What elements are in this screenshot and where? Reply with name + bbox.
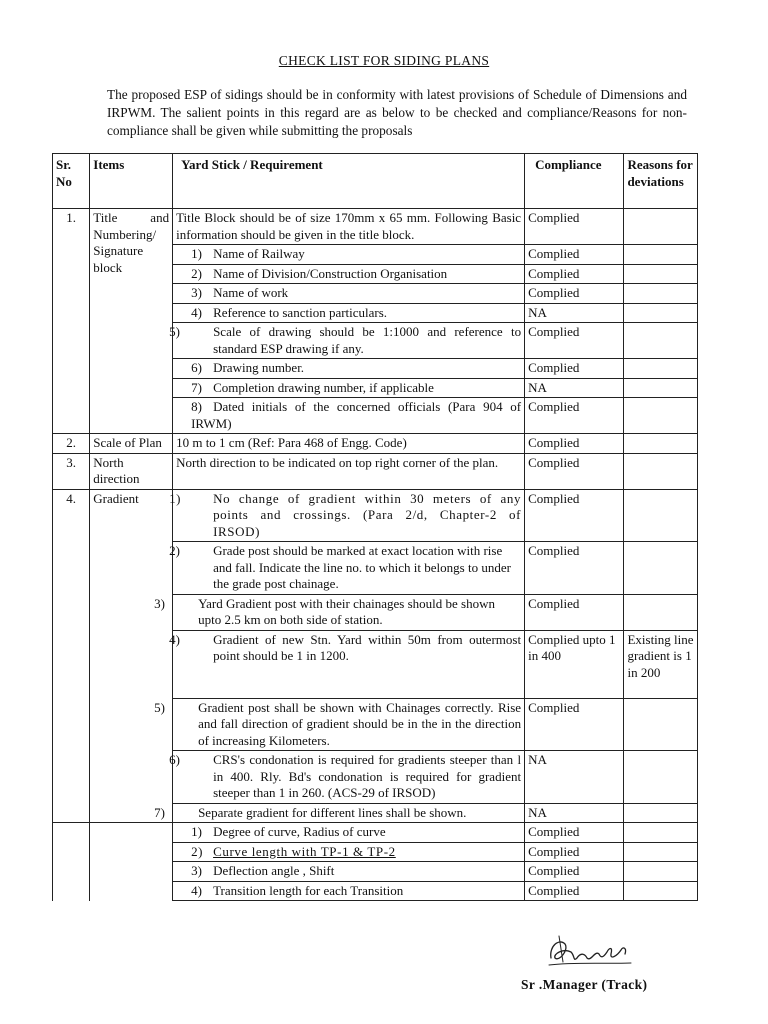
compliance-cell: Complied	[525, 434, 624, 454]
row-number: 2)	[169, 543, 180, 558]
requirement-text: Degree of curve, Radius of curve	[213, 824, 386, 839]
row-number: 7)	[154, 804, 165, 820]
compliance-cell: NA	[525, 303, 624, 323]
compliance-cell: Complied	[525, 881, 624, 901]
signature-image	[545, 932, 635, 970]
sr-cell: 3.	[53, 453, 90, 489]
requirement-text: Reference to sanction particulars.	[213, 304, 388, 320]
reason-cell	[624, 453, 698, 489]
reason-cell	[624, 323, 698, 359]
compliance-cell: Complied	[525, 842, 624, 862]
reason-cell	[624, 284, 698, 304]
row-number: 4)	[169, 631, 180, 647]
requirement-text: Completion drawing number, if applicable	[213, 379, 434, 395]
reason-cell	[624, 245, 698, 265]
row-number: 2)	[191, 843, 204, 859]
requirement-text: Yard Gradient post with their chainages should be shown upto 2.5 km on both side of station.	[198, 595, 495, 627]
requirement-text: Deflection angle , Shift	[213, 863, 335, 878]
header-requirement: Yard Stick / Requirement	[173, 154, 525, 209]
page-title: CHECK LIST FOR SIDING PLANS	[278, 53, 490, 68]
requirement-text: Separate gradient for different lines shall be shown.	[198, 804, 467, 820]
compliance-cell: Complied	[525, 862, 624, 882]
item-cell: Title and Numbering/ Signature block	[90, 209, 173, 434]
row-number: 1)	[191, 246, 202, 261]
row-number: 3)	[191, 285, 202, 300]
item-cell: Gradient	[90, 489, 173, 823]
requirement-cell: 10 m to 1 cm (Ref: Para 468 of Engg. Code)	[173, 434, 525, 454]
reason-cell: Existing line gradient is 1 in 200	[624, 630, 698, 698]
table-row	[53, 453, 698, 489]
reason-cell	[624, 434, 698, 454]
requirement-cell: North direction to be indicated on top right corner of the plan.	[173, 453, 525, 489]
row-number: 1)	[169, 490, 182, 506]
intro-paragraph: The proposed ESP of sidings should be in conformity with latest provisions of Schedule of Dimensions and IRPWM. The salient points in this regard are as below to be checked and compliance/Reasons for non- compliance shall be given while submitting the proposals	[107, 87, 687, 138]
requirement-text: Drawing number.	[213, 360, 305, 375]
table-row	[53, 823, 698, 843]
compliance-cell: Complied	[525, 489, 624, 542]
compliance-cell: Complied	[525, 398, 624, 434]
item-cell	[90, 823, 173, 901]
compliance-cell: Complied	[525, 542, 624, 595]
reason-cell	[624, 881, 698, 901]
sr-cell: 1.	[53, 209, 90, 434]
compliance-cell: Complied	[525, 823, 624, 843]
table-header-row	[53, 154, 698, 209]
table-row	[53, 434, 698, 454]
checklist-table	[52, 153, 698, 901]
reason-cell	[624, 398, 698, 434]
row-number: 1)	[191, 824, 202, 839]
row-number: 7)	[191, 379, 202, 395]
table-row	[53, 489, 698, 542]
compliance-cell: Complied	[525, 698, 624, 751]
compliance-cell: Complied	[525, 284, 624, 304]
compliance-cell: NA	[525, 751, 624, 804]
compliance-cell: NA	[525, 803, 624, 823]
reason-cell	[624, 594, 698, 630]
compliance-cell: NA	[525, 378, 624, 398]
compliance-cell: Complied	[525, 209, 624, 245]
item-cell: North direction	[90, 453, 173, 489]
reason-cell	[624, 264, 698, 284]
signature-role: Sr .Manager (Track)	[521, 977, 648, 992]
row-number: 6)	[169, 752, 180, 767]
reason-cell	[624, 751, 698, 804]
requirement-text: Gradient post shall be shown with Chainages correctly. Rise and fall direction of gradient should be in the in the direction of increasing Kilometers.	[198, 699, 522, 748]
reason-cell	[624, 542, 698, 595]
row-number: 3)	[191, 863, 202, 878]
reason-cell	[624, 303, 698, 323]
item-cell: Scale of Plan	[90, 434, 173, 454]
reason-cell	[624, 489, 698, 542]
compliance-cell: Complied	[525, 453, 624, 489]
header-compliance: Compliance	[525, 154, 624, 209]
table-row	[53, 209, 698, 245]
requirement-text: Name of work	[213, 285, 289, 300]
sr-cell: 2.	[53, 434, 90, 454]
reason-cell	[624, 862, 698, 882]
reason-cell	[624, 378, 698, 398]
sr-cell: 4.	[53, 489, 90, 823]
requirement-text: Gradient of new Stn. Yard within 50m from outermost point should be 1 in 1200.	[213, 631, 522, 663]
requirement-text: No change of gradient within 30 meters of any points and crossings. (Para 2/d, Chapter-2 of IRSOD)	[213, 490, 522, 539]
requirement-text: Name of Division/Construction Organisation	[213, 265, 448, 281]
header-reasons: Reasons for deviations	[624, 154, 698, 209]
compliance-cell: Complied upto 1 in 400	[525, 630, 624, 698]
row-number: 4)	[191, 882, 202, 898]
compliance-cell: Complied	[525, 359, 624, 379]
requirement-text: Dated initials of the concerned officials (Para 904 of IRWM)	[191, 399, 522, 431]
header-items: Items	[90, 154, 173, 209]
row-number: 2)	[191, 265, 202, 281]
requirement-text: Transition length for each Transition	[213, 882, 404, 898]
row-number: 6)	[191, 360, 202, 375]
requirement-text: Grade post should be marked at exact location with rise and fall. Indicate the line no. to which it belongs to under the grade post chainage.	[213, 543, 511, 591]
row-number: 4)	[191, 304, 202, 320]
row-number: 8)	[191, 399, 202, 414]
requirement-cell: Title Block should be of size 170mm x 65 mm. Following Basic information should be given in the title block.	[173, 209, 525, 245]
header-sr-no: Sr. No	[53, 154, 90, 209]
reason-cell	[624, 698, 698, 751]
sr-cell	[53, 823, 90, 901]
compliance-cell: Complied	[525, 323, 624, 359]
reason-cell	[624, 359, 698, 379]
requirement-text: Curve length with TP-1 & TP-2	[213, 843, 396, 859]
row-number: 5)	[169, 324, 180, 339]
reason-cell	[624, 823, 698, 843]
compliance-cell: Complied	[525, 594, 624, 630]
requirement-text: CRS's condonation is required for gradients steeper than l in 400. Rly. Bd's condonation is required for gradient steeper than 1 in 260. (ACS-29 of IRSOD)	[213, 752, 522, 800]
row-number: 3)	[154, 595, 165, 611]
compliance-cell: Complied	[525, 245, 624, 265]
row-number: 5)	[154, 699, 165, 715]
reason-cell	[624, 209, 698, 245]
reason-cell	[624, 803, 698, 823]
reason-cell	[624, 842, 698, 862]
requirement-text: Name of Railway	[213, 246, 305, 261]
compliance-cell: Complied	[525, 264, 624, 284]
requirement-text: Scale of drawing should be 1:1000 and reference to standard ESP drawing if any.	[213, 324, 522, 356]
